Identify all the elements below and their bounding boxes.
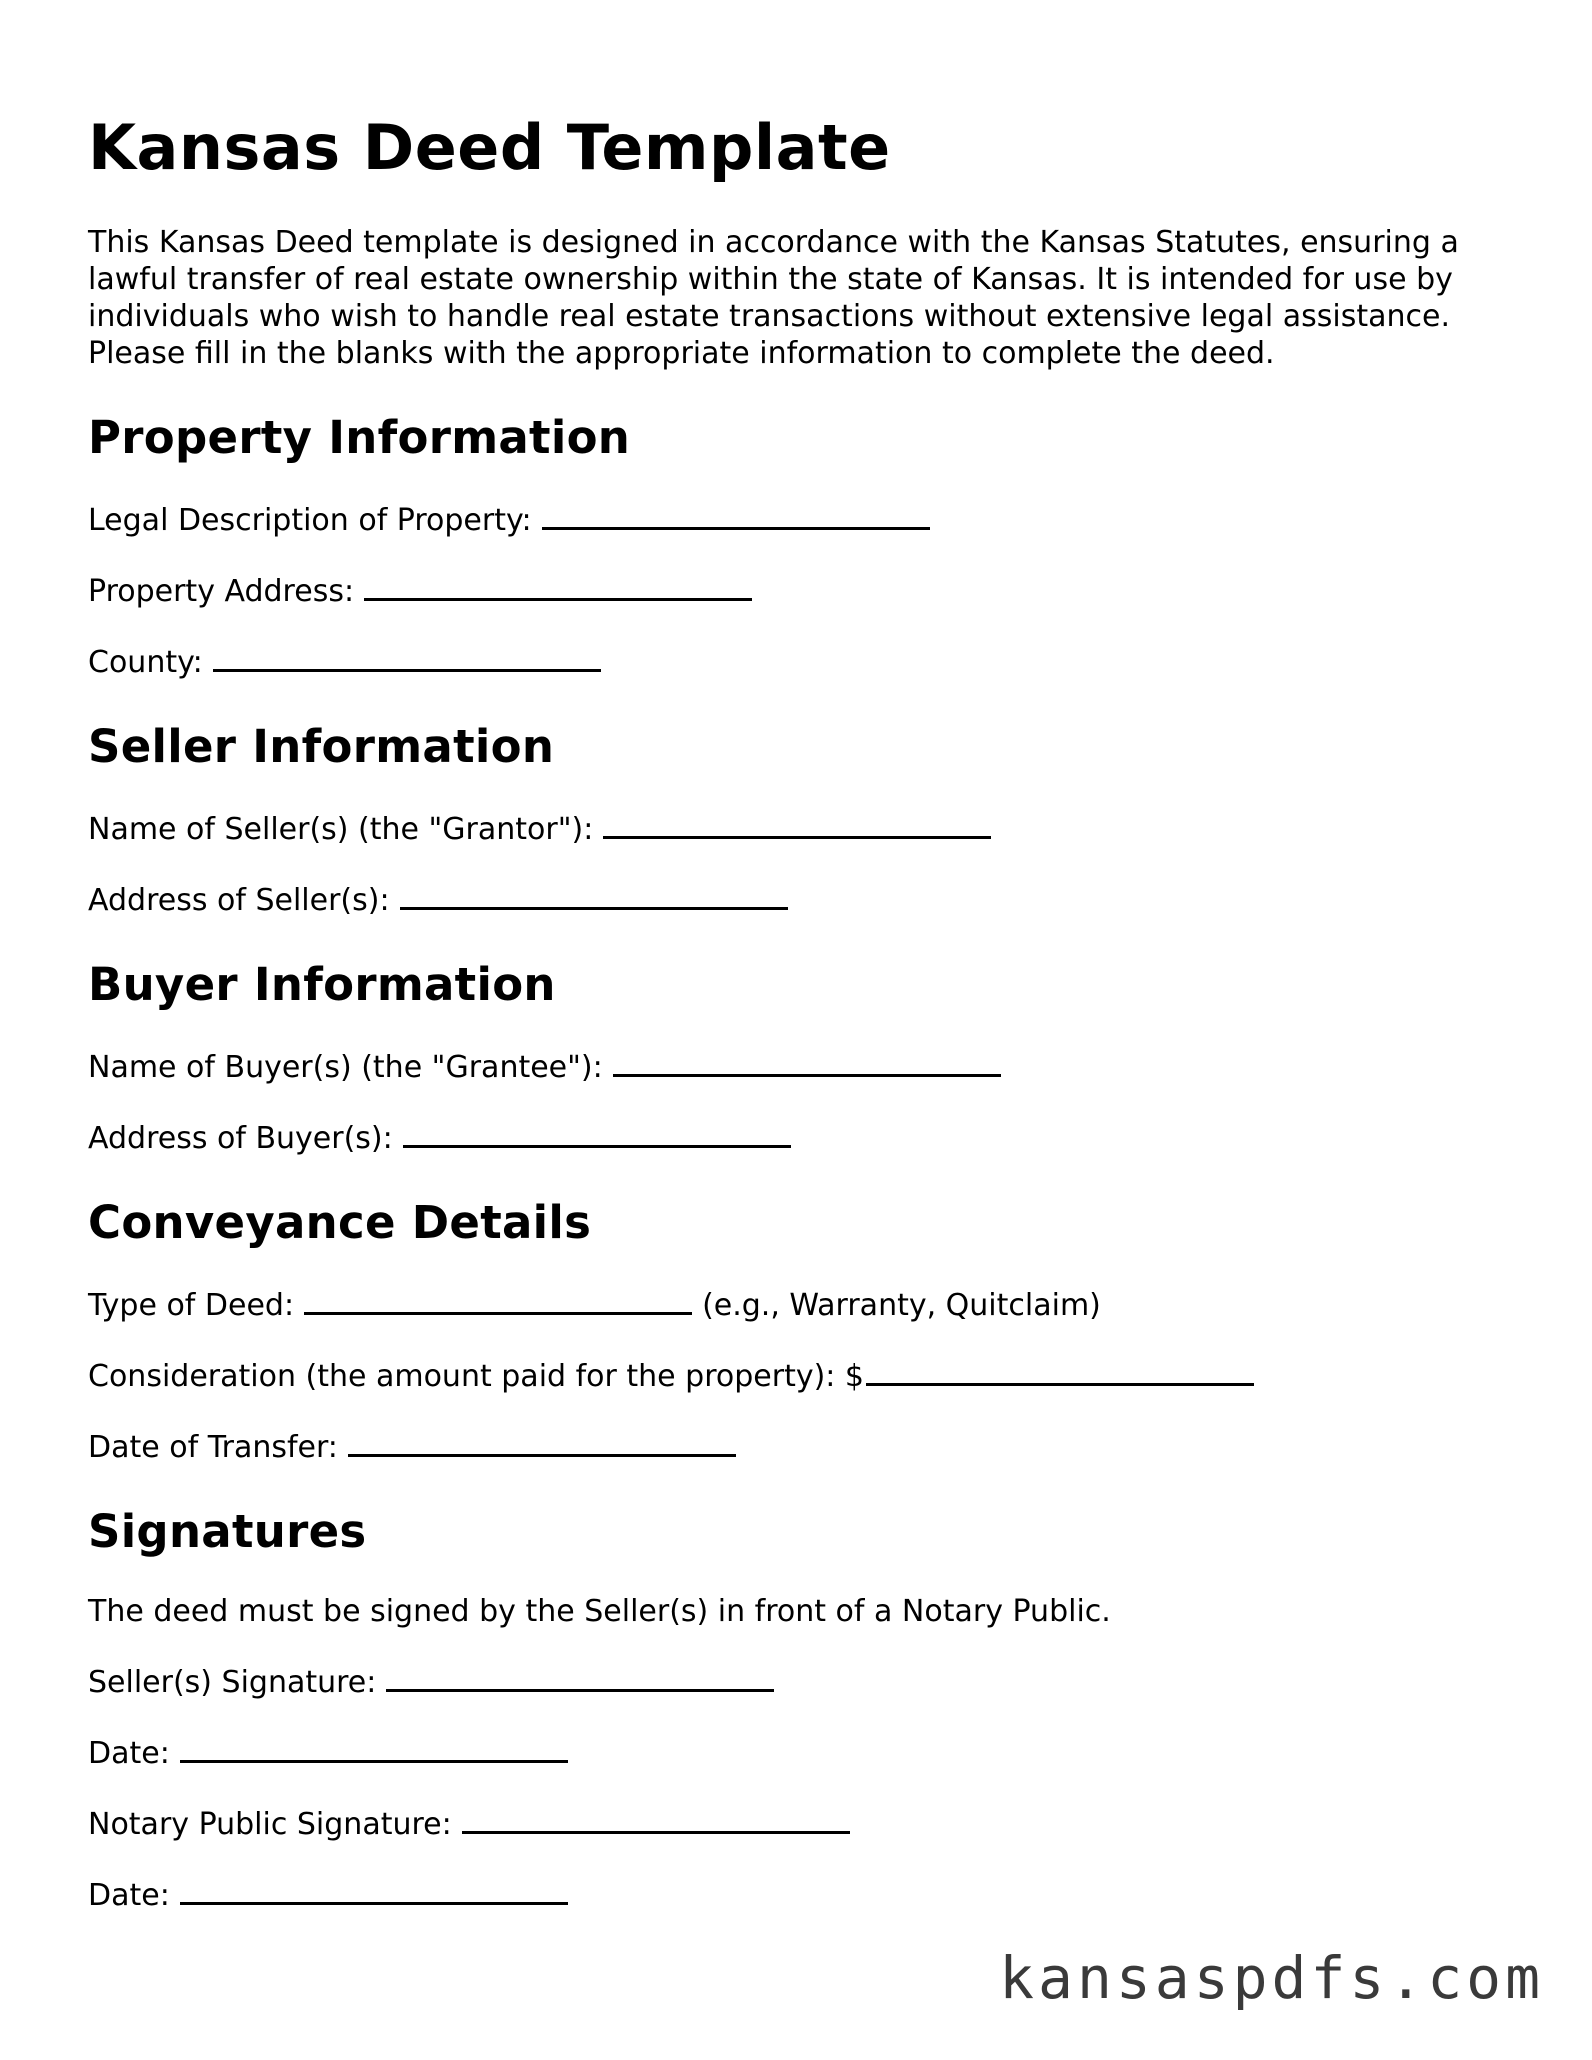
field-transfer-date (88, 1427, 1508, 1466)
section-heading-seller: Seller Information (88, 720, 555, 773)
field-buyer-name (88, 1047, 1508, 1086)
field-seller-signature-date (88, 1733, 1508, 1772)
intro-paragraph: This Kansas Deed template is designed in accordance with the Kansas Statutes, ensuring a lawful transfer of real estate ownership within the state of Kansas. It is intended for use by individuals who wish to handle real estate transactions without extensive legal assistance. Please fill in the blanks with the appropriate information to complete the deed. (88, 225, 1459, 371)
deed-type-hint: (e.g., Warranty, Quitclaim) (702, 1288, 1101, 1323)
watermark-text: kansaspdfs.com (999, 1944, 1544, 2012)
field-label: Name of Buyer(s) (the "Grantee"): (88, 1050, 603, 1085)
section-heading-buyer: Buyer Information (88, 958, 556, 1011)
seller-address-blank[interactable] (400, 880, 788, 910)
field-notary-signature (88, 1804, 1508, 1843)
field-label: Date: (88, 1878, 170, 1913)
section-heading-property: Property Information (88, 411, 631, 464)
field-label: County: (88, 645, 203, 680)
field-seller-address (88, 880, 1508, 919)
field-property-address (88, 571, 1508, 610)
field-county (88, 642, 1508, 681)
buyer-name-blank[interactable] (613, 1047, 1001, 1077)
field-notary-signature-date (88, 1875, 1508, 1914)
buyer-address-blank[interactable] (403, 1118, 791, 1148)
county-blank[interactable] (213, 642, 601, 672)
field-label: Notary Public Signature: (88, 1807, 452, 1842)
field-label: Consideration (the amount paid for the property): $ (88, 1359, 865, 1394)
field-seller-name (88, 809, 1508, 848)
notary-signature-blank[interactable] (462, 1804, 850, 1834)
field-label: Type of Deed: (88, 1288, 295, 1323)
consideration-blank[interactable] (866, 1356, 1254, 1386)
field-legal-description (88, 500, 1508, 539)
field-label: Address of Seller(s): (88, 883, 390, 918)
field-label: Date of Transfer: (88, 1430, 338, 1465)
deed-type-blank[interactable] (304, 1285, 692, 1315)
field-label: Name of Seller(s) (the "Grantor"): (88, 812, 594, 847)
field-label: Address of Buyer(s): (88, 1121, 393, 1156)
section-heading-conveyance: Conveyance Details (88, 1196, 592, 1249)
seller-name-blank[interactable] (603, 809, 991, 839)
field-label: Legal Description of Property: (88, 503, 532, 538)
field-label: Date: (88, 1736, 170, 1771)
field-seller-signature (88, 1662, 1508, 1701)
section-heading-signatures: Signatures (88, 1505, 367, 1558)
property-address-blank[interactable] (364, 571, 752, 601)
seller-signature-blank[interactable] (386, 1662, 774, 1692)
legal-description-blank[interactable] (542, 500, 930, 530)
seller-signature-date-blank[interactable] (180, 1733, 568, 1763)
field-label: Seller(s) Signature: (88, 1665, 377, 1700)
page-title: Kansas Deed Template (88, 111, 891, 184)
signatures-note: The deed must be signed by the Seller(s) in front of a Notary Public. (88, 1594, 1111, 1629)
notary-signature-date-blank[interactable] (180, 1875, 568, 1905)
field-buyer-address (88, 1118, 1508, 1157)
transfer-date-blank[interactable] (348, 1427, 736, 1457)
field-consideration (88, 1356, 1508, 1395)
document-page (88, 108, 1508, 1946)
field-label: Property Address: (88, 574, 355, 609)
field-deed-type (88, 1285, 1508, 1324)
